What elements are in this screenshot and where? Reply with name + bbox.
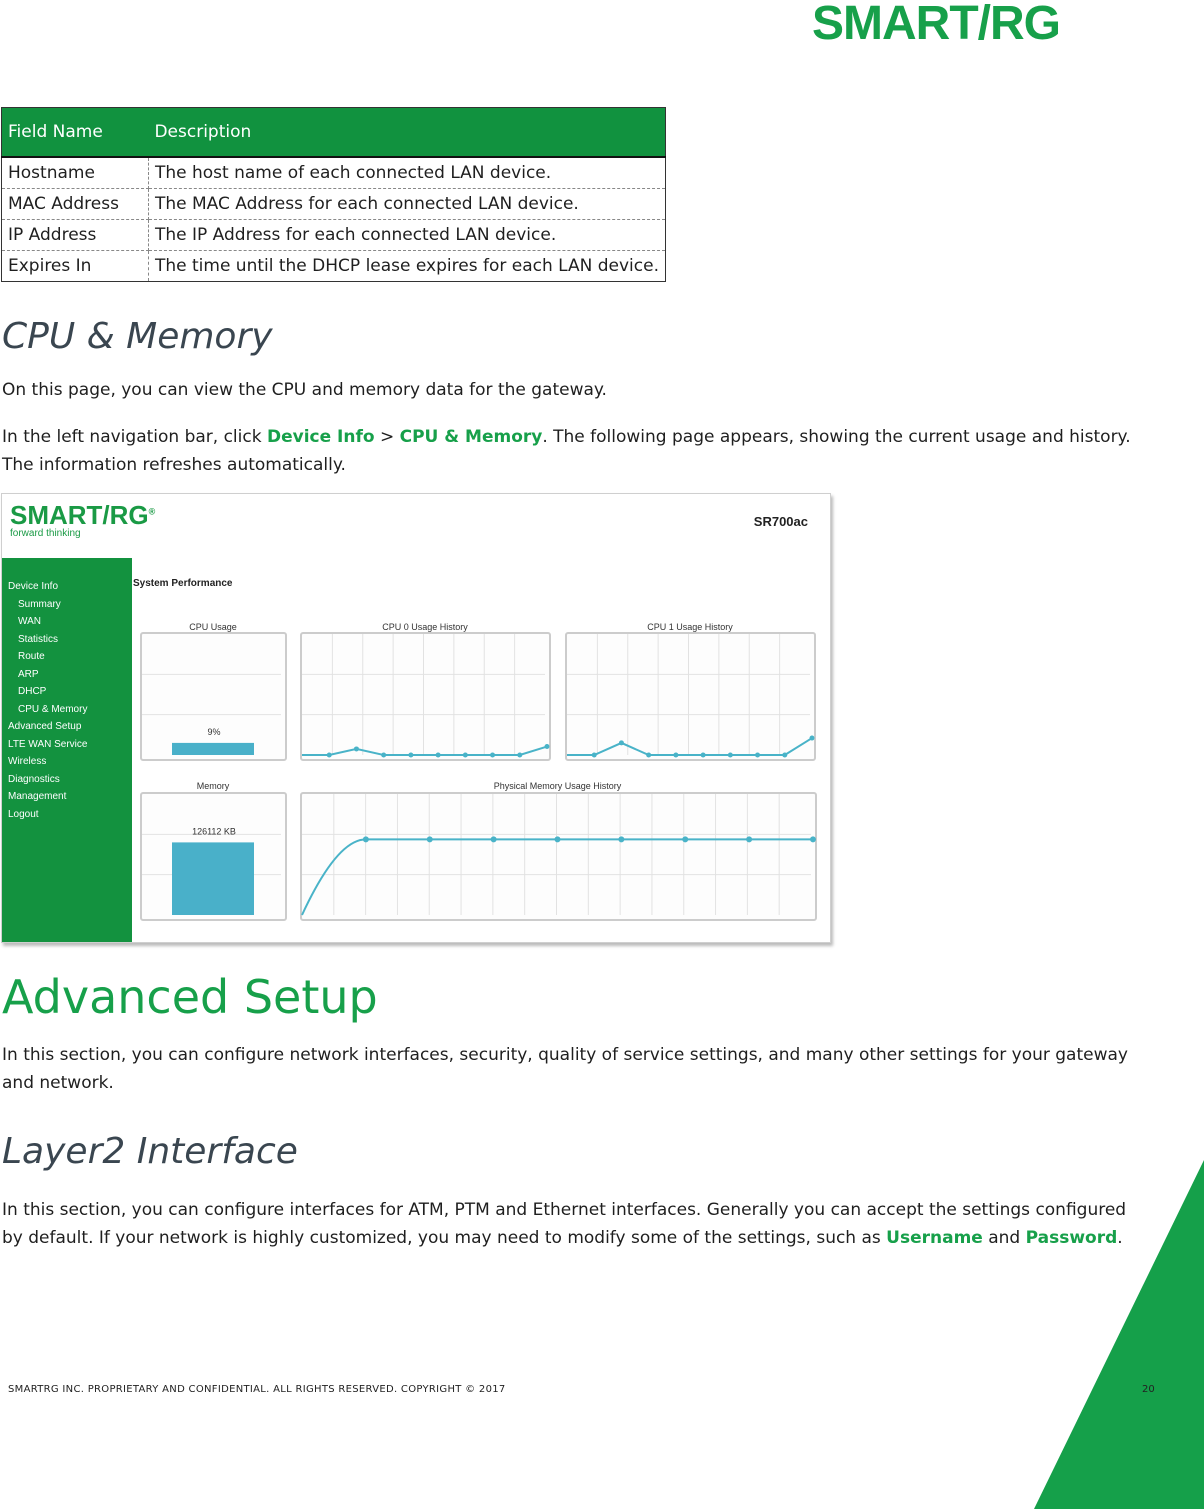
screenshot-nav-item: Diagnostics: [8, 773, 60, 785]
layer2-interface-heading: Layer2 Interface: [2, 1131, 298, 1172]
advanced-setup-heading: Advanced Setup: [2, 970, 378, 1024]
screenshot-model-name: SR700ac: [753, 514, 808, 529]
mem-history-point: [363, 836, 369, 842]
layer2-text-mid: and: [982, 1228, 1026, 1248]
cpu-memory-screenshot: [1, 493, 831, 943]
screenshot-tagline: forward thinking: [10, 528, 81, 539]
footer-copyright: SMARTRG INC. PROPRIETARY AND CONFIDENTIAL. ALL RIGHTS RESERVED. COPYRIGHT © 2017: [8, 1384, 506, 1395]
system-performance-title: System Performance: [133, 578, 233, 589]
cpu1-history-point: [619, 740, 624, 745]
cpu0-history-point: [381, 753, 386, 758]
screenshot-nav-item: Logout: [8, 808, 39, 820]
cpu1-history-point: [810, 736, 815, 741]
cpu0-history-point: [327, 753, 332, 758]
mem-history-point: [682, 836, 688, 842]
mem-history-point: [810, 836, 816, 842]
cpu1-history-line: [567, 738, 812, 755]
mem-history-point: [555, 836, 561, 842]
table-row: [2, 189, 666, 220]
cpu0-history-point: [354, 746, 359, 751]
table-row: [2, 157, 666, 189]
mem-history-point: [618, 836, 624, 842]
table-row: [2, 220, 666, 251]
cpu0-history-line: [302, 747, 547, 755]
cpu1-history-point: [646, 753, 651, 758]
cpu0-history-point: [463, 753, 468, 758]
table-header-field-name: Field Name: [2, 108, 149, 158]
cpu-memory-link[interactable]: CPU & Memory: [399, 427, 543, 447]
screenshot-nav-item: DHCP: [18, 686, 47, 697]
screenshot-logo: SMART/RG®: [10, 500, 156, 530]
advanced-setup-intro: In this section, you can configure network interfaces, security, quality of service settings, and many other settings for your gateway and network.: [2, 1045, 1128, 1093]
table-cell: The time until the DHCP lease expires for each LAN device.: [148, 251, 665, 282]
screenshot-nav-item: Device Info: [8, 581, 59, 592]
page-number: 20: [1142, 1384, 1155, 1395]
device-info-link[interactable]: Device Info: [266, 427, 375, 447]
cpu1-history-point: [782, 753, 787, 758]
layer2-text-post: .: [1117, 1228, 1123, 1248]
layer2-text-pre: In this section, you can configure interfaces for ATM, PTM and Ethernet interfaces. Generally you can accept the settings configured by default. If your network is highly customized, you may need to modify some of the settings, such as: [2, 1200, 1127, 1248]
table-cell: Expires In: [2, 251, 149, 282]
cpu1-history-point: [701, 753, 706, 758]
table-header-description: Description: [148, 108, 665, 158]
screenshot-nav-item: Statistics: [18, 633, 59, 645]
table-cell: The IP Address for each connected LAN device.: [148, 220, 665, 251]
cpu0-history-title: CPU 0 Usage History: [382, 622, 468, 632]
memory-value-label: 126112 KB: [192, 826, 236, 837]
nav-text-pre: In the left navigation bar, click: [2, 427, 267, 447]
screenshot-nav-item: CPU & Memory: [18, 703, 88, 715]
table-cell: MAC Address: [2, 189, 149, 220]
screenshot-nav-item: ARP: [18, 668, 39, 680]
mem-history-title: Physical Memory Usage History: [493, 781, 622, 791]
cpu-usage-title: CPU Usage: [189, 622, 237, 632]
cpu0-history-point: [436, 753, 441, 758]
smartrg-logo: SMART/RG: [812, 0, 1060, 50]
password-link[interactable]: Password: [1025, 1228, 1118, 1248]
cpu1-history-title: CPU 1 Usage History: [647, 622, 733, 632]
cpu-memory-heading: CPU & Memory: [2, 316, 273, 357]
cpu0-history-point: [545, 744, 550, 749]
cpu1-history-point: [755, 753, 760, 758]
mem-history-point: [746, 836, 752, 842]
cpu1-history-point: [728, 753, 733, 758]
screenshot-nav-item: WAN: [18, 616, 41, 627]
cpu1-history-point: [673, 753, 678, 758]
cpu1-history-point: [592, 753, 597, 758]
screenshot-nav-item: Management: [8, 791, 67, 802]
memory-title: Memory: [196, 781, 230, 791]
cpu-memory-nav-instructions: [2, 423, 1132, 479]
nav-separator: >: [374, 427, 400, 447]
mem-history-point: [427, 836, 433, 842]
screenshot-nav-item: LTE WAN Service: [8, 738, 88, 750]
table-cell: Hostname: [2, 157, 149, 189]
memory-bar: [172, 842, 254, 915]
cpu0-history-point: [408, 753, 413, 758]
table-row: [2, 251, 666, 282]
cpu-usage-value-label: 9%: [207, 726, 221, 737]
mem-history-point: [491, 836, 497, 842]
layer2-intro: [2, 1196, 1132, 1252]
table-cell: The host name of each connected LAN device.: [148, 157, 665, 189]
cpu-memory-intro: On this page, you can view the CPU and memory data for the gateway.: [2, 380, 607, 400]
table-header-row: [2, 108, 666, 158]
performance-charts: [2, 494, 830, 942]
cpu0-history-point: [490, 753, 495, 758]
nav-text-post: . The following page appears, showing the current usage and history. The information refreshes automatically.: [2, 427, 1131, 475]
username-link[interactable]: Username: [886, 1228, 983, 1248]
mem-history-line: [302, 839, 813, 915]
cpu-usage-bar: [172, 743, 254, 755]
screenshot-nav-item: Wireless: [8, 756, 47, 767]
cpu0-history-point: [517, 753, 522, 758]
table-cell: IP Address: [2, 220, 149, 251]
field-description-table: [1, 107, 666, 282]
screenshot-nav-item: Advanced Setup: [8, 721, 82, 732]
screenshot-nav-item: Summary: [18, 598, 61, 610]
table-cell: The MAC Address for each connected LAN device.: [148, 189, 665, 220]
screenshot-nav-item: Route: [18, 651, 45, 662]
